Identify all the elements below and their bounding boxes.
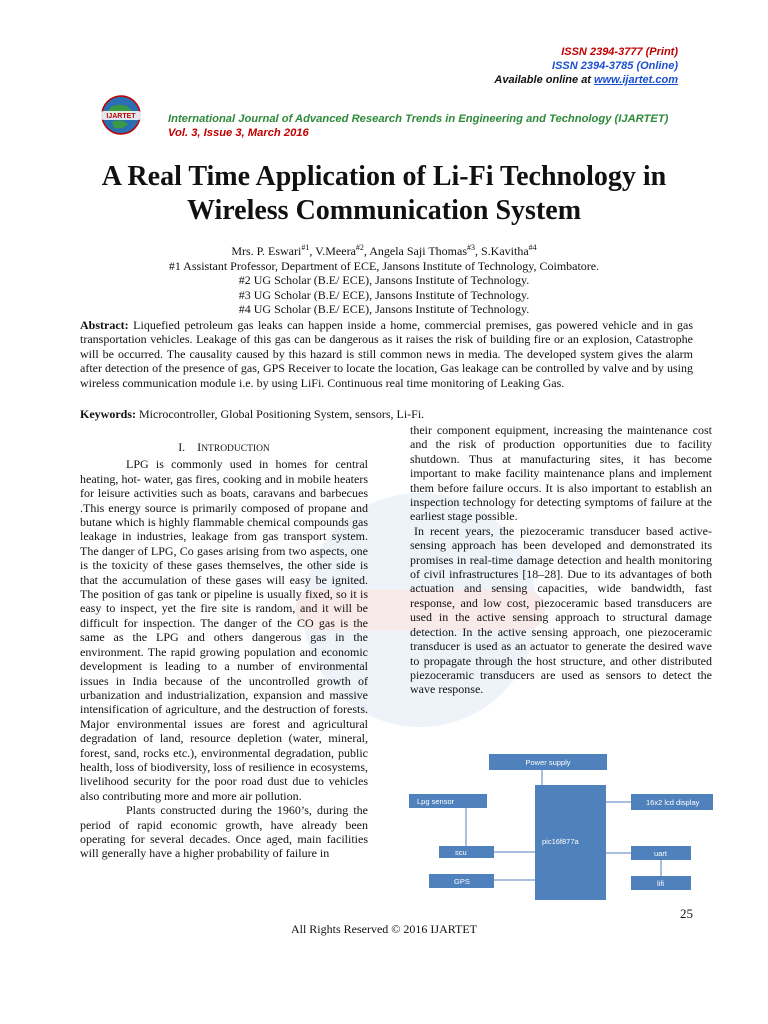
power-supply-label: Power supply [525,758,571,767]
issn-print-label: ISSN [561,46,587,58]
website-link[interactable]: www.ijartet.com [594,74,678,86]
issn-print-value: 2394-3777 (Print) [589,46,678,58]
logo-text: IJARTET [106,113,136,120]
affiliation-2: #2 UG Scholar (B.E/ ECE), Jansons Institute of Technology. [238,273,530,287]
lpg-sensor-label: Lpg sensor [417,797,455,806]
right-column [410,423,712,697]
issn-online-value: 2394-3785 (Online) [580,60,678,72]
intro-paragraph-1: LPG is commonly used in homes for central heating, hot- water, gas fires, cooking and in mobile heaters for leisure activities such as boats, caravans and barbecues .This energy source is primarily composed of propane and butane which is highly flammable chemical compounds gas leakage in industries, leakage from gas transport system. The danger of LPG, Co gases arising from two aspects, one is the toxicity of these gases themselves, the other side is that the accumulation of these gases will easy be ignited. The position of gas tank or pipeline is usually fixed, so it is easy to inspect, yet the fire site is random, and it will be difficult for inspection. The danger of the CO gas is the same as the LPG and others dangerous gas in the environment. The rapid growing population and economic development is leading to a number of environmental issues in India because of the uncontrolled growth of urbanization and industrialization, expansion and massive intensification of agriculture, and the destruction of forests. Major environmental issues are forest and agricultural degradation of land, resource depletion (water, mineral, forest, sand, rocks etc.), environmental degradation, public health, loss of biodiversity, loss of resilience in ecosystems, livelihood security for the poor road dust due to vehicles also contributing more and more air pollution. [80,457,368,803]
affiliation-1: #1 Assistant Professor, Department of ECE, Jansons Institute of Technology, Coimbatore. [168,258,600,273]
copyright-footer: All Rights Reserved © 2016 IJARTET [290,922,478,936]
microcontroller-label: pic16f877a [542,837,579,846]
abstract-text: Liquefied petroleum gas leaks can happen inside a home, commercial premises, gas powered vehicle and in gas transportation vehicles. Leakage of this gas can be dangerous as it raises the risk of building fire or an explosion, Catastrophe will be occurred. The causality caused by this hazard is still common news in media. The developed system gives the alarm after detection of the presence of gas, GPS Receiver to locate the location, Gas leakage can be controlled by valve and by using wireless communication module i.e. by using LiFi. Continuous real time monitoring of Leaking Gas. [80,318,694,390]
title-line-2: Wireless Communication System [186,195,582,226]
keywords-label: Keywords: [80,407,136,421]
keywords-text: Microcontroller, Global Positioning System, sensors, Li-Fi. [139,407,425,421]
issn-online [552,60,678,73]
section-heading-introduction: I. INTRODUCTION [178,440,270,454]
title-line-1: A Real Time Application of Li-Fi Technology in [101,161,667,192]
gps-label: GPS [454,877,470,886]
authors: Mrs. P. Eswari$^{\#1}$, V.Meera$^{\#2}$, Angela Saji Thomas$^{\#3}$, S.Kavitha$^{\#4}$ [231,243,537,258]
journal-name: International Journal of Advanced Research Trends in Engineering and Technology (IJARTET) [168,113,669,125]
abstract-label: Abstract: [80,318,129,332]
journal-header [168,112,688,140]
intro-paragraph-2: Plants constructed during the 1960’s, during the period of rapid economic growth, have already been operating for several decades. Once aged, main facilities will generally have a higher probability of failure in [80,803,368,861]
available-label: Available online at [494,74,591,86]
paper-title [60,160,708,228]
uart-label: uart [654,849,667,858]
affiliation-3: #3 UG Scholar (B.E/ ECE), Jansons Institute of Technology. [238,287,530,302]
availability-line [494,74,678,87]
affiliation-4: #4 UG Scholar (B.E/ ECE), Jansons Institute of Technology. [238,302,530,316]
scu-label: scu [455,848,467,857]
lifi-label: lifi [657,879,665,888]
lcd-display-label: 16x2 lcd display [646,798,700,807]
left-column [80,440,368,861]
journal-logo [98,92,144,138]
page-number: 25 [680,906,693,921]
author-block [60,241,708,317]
journal-volume: Vol. 3, Issue 3, March 2016 [168,127,309,139]
keywords [80,407,693,421]
right-paragraph-2: In recent years, the piezoceramic transducer based active-sensing approach has been developed and demonstrated its promises in real-time damage detection and health monitoring of civil infrastructures [18–28]. Due to its advantages of both actuation and sensing capacities, wide bandwidth, fast response, and low cost, piezoceramic based transducers are used in the active sensing approach to structural damage detection. In the active sensing approach, one piezoceramic transducer is used as an actuator to generate the desired wave to propagate through the host structure, and other distributed piezoceramic transducers are used as sensors to detect the wave response. [410,523,712,697]
abstract [80,318,693,390]
right-paragraph-1: their component equipment, increasing the maintenance cost and the risk of production opportunities due to facility shutdown. Thus at manufacturing sites, it has become important to make facility maintenance plans and implement them before failure occurs. It is also important to establish an inspection technology for detecting symptoms of failure at the earliest stage possible. [410,423,712,524]
issn-print [561,46,678,59]
block-diagram [395,752,725,904]
issn-online-label: ISSN [552,60,578,72]
